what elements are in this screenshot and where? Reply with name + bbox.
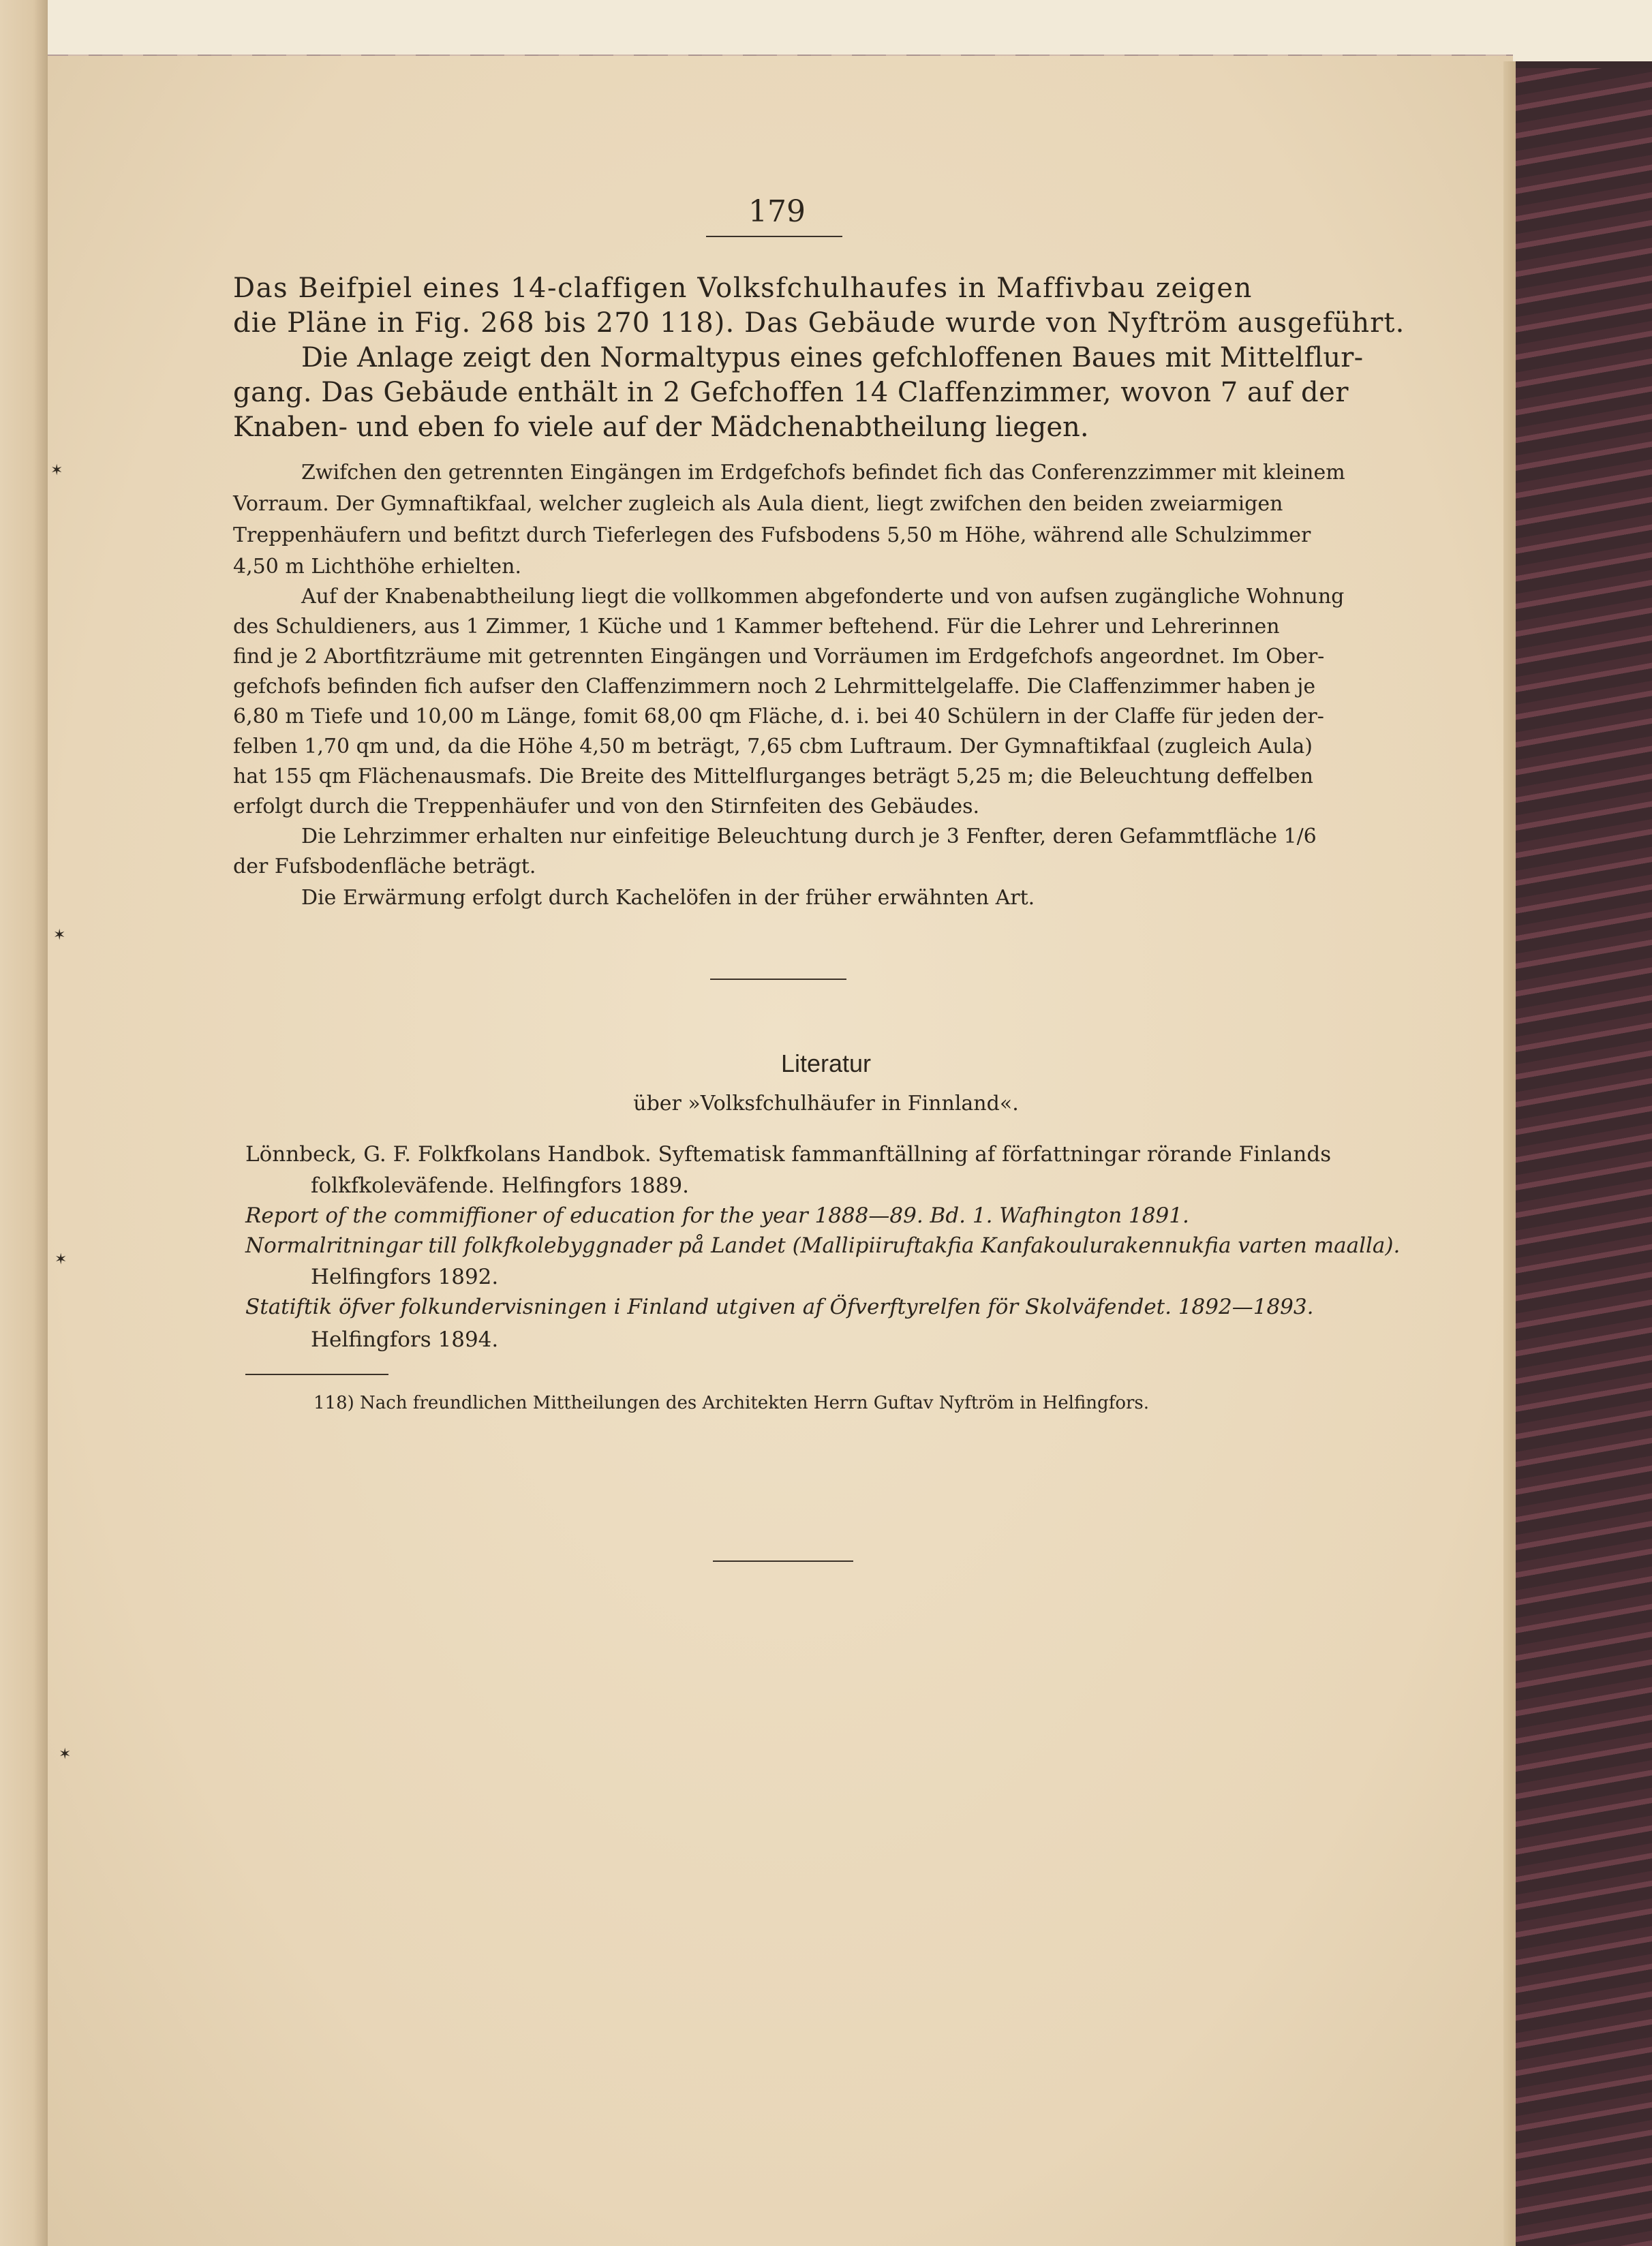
literature-entry: Report of the commiffioner of education for the year 1888—89. Bd. 1. Wafhington 1891. [245, 1203, 1189, 1228]
paragraph-line: Die Erwärmung erfolgt durch Kachelöfen in der früher erwähnten Art. [301, 886, 1035, 910]
paragraph-line: gefchofs befinden fich aufser den Claffenzimmern noch 2 Lehrmittelgelaffe. Die Claffenzimmer haben je [233, 675, 1316, 698]
left-page-edge [0, 0, 48, 2246]
page-number-rule [706, 236, 842, 237]
paragraph-line: hat 155 qm Flächenausmafs. Die Breite des Mittelflurganges beträgt 5,25 m; die Beleuchtung deffelben [233, 765, 1313, 788]
intro-line: Das Beifpiel eines 14-claffigen Volksfchulhaufes in Maffivbau zeigen [233, 273, 1253, 304]
literature-entry: Helfingfors 1894. [311, 1327, 499, 1352]
paragraph-line: Die Lehrzimmer erhalten nur einfeitige Beleuchtung durch je 3 Fenfter, deren Gefammtfläche 1/6 [301, 825, 1317, 848]
paragraph-line: Treppenhäufern und befitzt durch Tieferlegen des Fufsbodens 5,50 m Höhe, während alle Schulzimmer [233, 523, 1311, 547]
intro-line: Die Anlage zeigt den Normaltypus eines gefchloffenen Baues mit Mittelflur- [301, 342, 1364, 373]
paragraph-line: 4,50 m Lichthöhe erhielten. [233, 555, 522, 579]
paragraph-line: erfolgt durch die Treppenhäufer und von den Stirnfeiten des Gebäudes. [233, 795, 980, 818]
paragraph-line: der Fufsbodenfläche beträgt. [233, 855, 536, 878]
margin-mark: ✶ [59, 1746, 72, 1763]
literature-heading: Literatur [780, 1049, 872, 1077]
intro-line: die Pläne in Fig. 268 bis 270 118). Das Gebäude wurde von Nyftröm ausgeführt. [233, 307, 1405, 339]
paragraph-line: 6,80 m Tiefe und 10,00 m Länge, fomit 68,00 qm Fläche, d. i. bei 40 Schülern in der Claffe für jeden der- [233, 705, 1324, 728]
paragraph-line: felben 1,70 qm und, da die Höhe 4,50 m beträgt, 7,65 cbm Luftraum. Der Gymnaftikfaal (zugleich Aula) [233, 735, 1313, 758]
page-number: 179 [748, 194, 806, 229]
paragraph-line: find je 2 Abortfitzräume mit getrennten Eingängen und Vorräumen im Erdgefchofs angeordnet. Im Ober- [233, 645, 1325, 668]
intro-line: gang. Das Gebäude enthält in 2 Gefchoffen 14 Claffenzimmer, wovon 7 auf der [233, 377, 1349, 408]
page-edge [1503, 61, 1516, 2246]
intro-line: Knaben- und eben fo viele auf der Mädchenabtheilung liegen. [233, 412, 1089, 443]
paragraph-line: Zwifchen den getrennten Eingängen im Erdgefchofs befindet fich das Conferenzzimmer mit kleinem [301, 461, 1345, 484]
intro-paragraph [233, 271, 1405, 445]
literature-entry: Statiftik öfver folkundervisningen i Finland utgiven af Öfverftyrelfen för Skolväfendet. 1892—1893. [245, 1295, 1314, 1319]
literature-entry: Helfingfors 1892. [311, 1265, 499, 1289]
scan-top-band [0, 0, 1652, 61]
end-divider [713, 1560, 853, 1562]
paragraph-line: Auf der Knabenabtheilung liegt die vollkommen abgefonderte und von aufsen zugängliche Wohnung [301, 585, 1345, 609]
paragraph-line: des Schuldieners, aus 1 Zimmer, 1 Küche und 1 Kammer beftehend. Für die Lehrer und Lehrerinnen [233, 615, 1280, 639]
literature-entry: Normalritningar till folkfkolebyggnader på Landet (Mallipiiruftakfia Kanfakoulurakennukfia varten maalla). [245, 1233, 1401, 1258]
margin-mark: ✶ [53, 927, 66, 944]
margin-mark: ✶ [50, 462, 63, 479]
footnote-rule [245, 1374, 388, 1375]
literature-entry: folkfkoleväfende. Helfingfors 1889. [311, 1173, 689, 1198]
paragraph-line: Vorraum. Der Gymnaftikfaal, welcher zugleich als Aula dient, liegt zwifchen den beiden zweiarmigen [233, 492, 1283, 516]
footnote: 118) Nach freundlichen Mittheilungen des Architekten Herrn Guftav Nyftröm in Helfingfors. [313, 1393, 1150, 1413]
literature-subheading: über »Volksfchulhäufer in Finnland«. [633, 1092, 1019, 1116]
book-cover-binding [1516, 68, 1652, 2246]
section-divider [710, 979, 846, 980]
margin-mark: ✶ [55, 1251, 67, 1268]
literature-entry: Lönnbeck, G. F. Folkfkolans Handbok. Syftematisk fammanftällning af författningar rörande Finlands [245, 1142, 1332, 1167]
